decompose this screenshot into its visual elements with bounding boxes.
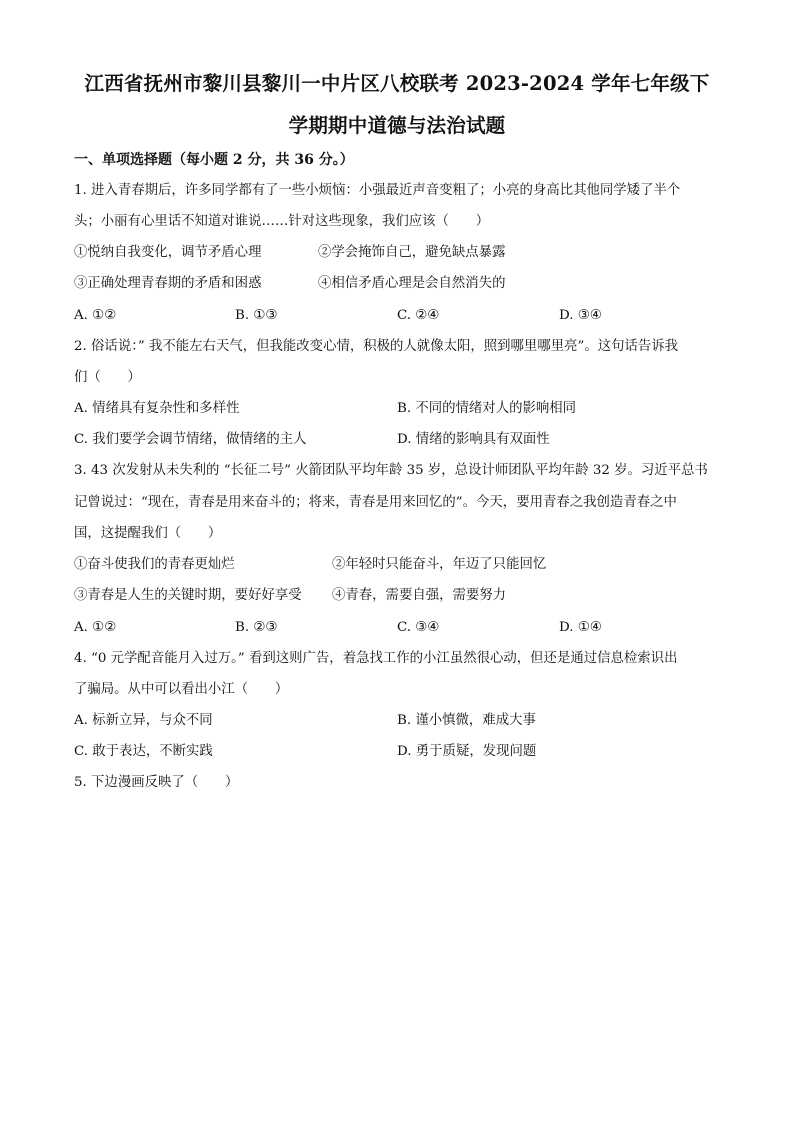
q1-statement-3: ③正确处理青春期的矛盾和困惑 (74, 276, 262, 291)
q2-option-d: D. 情绪的影响具有双面性 (397, 432, 550, 447)
q4-option-c: C. 敢于表达，不断实践 (74, 744, 213, 759)
q3-statement-2: ②年轻时只能奋斗，年迈了只能回忆 (332, 557, 547, 572)
q3-stem-line-2: 记曾说过：“现在，青春是用来奋斗的；将来，青春是用来回忆的”。今天，要用青春之我创造青春之中 (74, 495, 677, 510)
q2-stem-line-1: 2. 俗话说：” 我不能左右天气，但我能改变心情，积极的人就像太阳，照到哪里哪里亮”。这句话告诉我 (74, 339, 679, 354)
q3-statement-1: ①奋斗使我们的青春更灿烂 (74, 557, 235, 572)
q4-option-d: D. 勇于质疑，发现问题 (397, 744, 537, 759)
q3-option-c: C. ③④ (397, 620, 440, 635)
q2-option-a: A. 情绪具有复杂性和多样性 (74, 401, 240, 416)
q3-option-a: A. ①② (74, 620, 117, 635)
q1-statement-1: ①悦纳自我变化，调节矛盾心理 (74, 245, 262, 260)
q3-stem-line-3: 国，这提醒我们（ ） (74, 526, 222, 541)
q1-option-d: D. ③④ (559, 308, 602, 323)
q2-stem-line-2: 们（ ） (74, 370, 141, 385)
q3-option-b: B. ②③ (235, 620, 278, 635)
q1-stem-line-2: 头；小丽有心里话不知道对谁说……针对这些现象，我们应该（ ） (74, 214, 490, 229)
q4-stem-line-2: 了骗局。从中可以看出小江（ ） (74, 682, 289, 697)
q1-option-a: A. ①② (74, 308, 117, 323)
q1-option-b: B. ①③ (235, 308, 278, 323)
q1-statement-4: ④相信矛盾心理是会自然消失的 (318, 276, 506, 291)
section-heading: 一、单项选择题（每小题 2 分，共 36 分。） (74, 152, 354, 168)
q1-option-c: C. ②④ (397, 308, 440, 323)
q4-stem-line-1: 4. “0 元学配音能月入过万。” 看到这则广告，着急找工作的小江虽然很心动，但还是通过信息检索识出 (74, 651, 678, 666)
q3-option-d: D. ①④ (559, 620, 602, 635)
q3-stem-line-1: 3. 43 次发射从未失利的 “长征二号” 火箭团队平均年龄 35 岁，总设计师团队平均年龄 32 岁。习近平总书 (74, 463, 708, 478)
q2-option-b: B. 不同的情绪对人的影响相同 (397, 401, 577, 416)
q5-stem-line-1: 5. 下边漫画反映了（ ） (74, 775, 239, 790)
q1-stem-line-1: 1. 进入青春期后，许多同学都有了一些小烦恼：小强最近声音变粗了；小亮的身高比其他同学矮了半个 (74, 183, 681, 198)
q1-statement-2: ②学会掩饰自己，避免缺点暴露 (318, 245, 506, 260)
q2-option-c: C. 我们要学会调节情绪，做情绪的主人 (74, 432, 307, 447)
title-line-2: 学期期中道德与法治试题 (288, 114, 506, 137)
q4-option-a: A. 标新立异，与众不同 (74, 713, 213, 728)
q3-statement-4: ④青春，需要自强，需要努力 (332, 588, 507, 603)
q3-statement-3: ③青春是人生的关键时期，要好好享受 (74, 588, 302, 603)
q4-option-b: B. 谨小慎微，难成大事 (397, 713, 536, 728)
title-line-1: 江西省抚州市黎川县黎川一中片区八校联考 2023-2024 学年七年级下 (84, 72, 710, 95)
